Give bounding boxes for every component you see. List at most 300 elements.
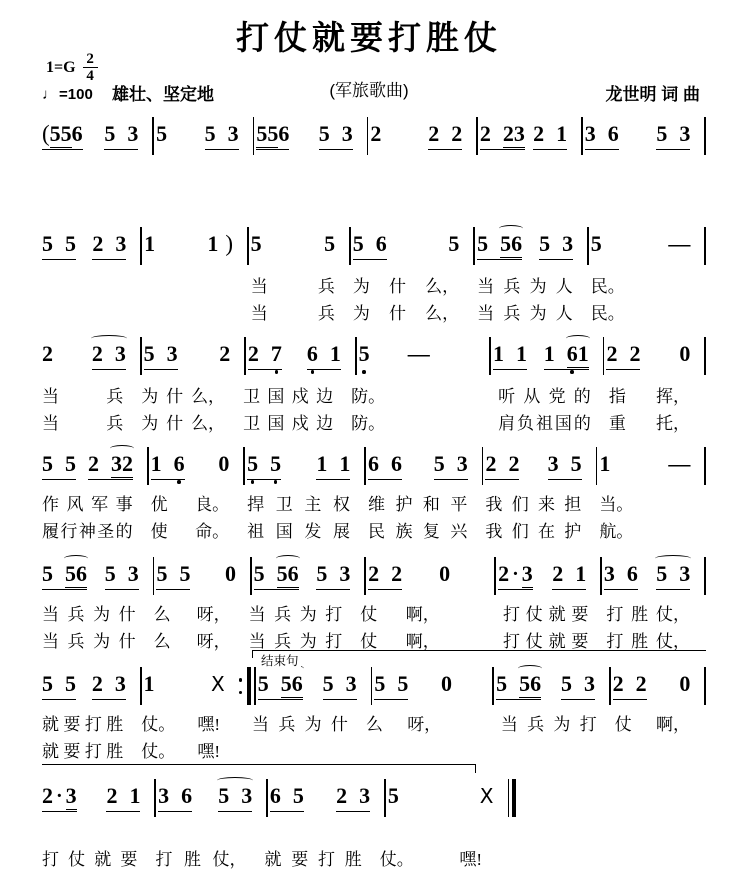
note: 2: [391, 561, 403, 586]
lyric-token: 当: [500, 715, 518, 734]
note: 3: [345, 671, 357, 696]
beam-double: [281, 672, 303, 698]
lyric-cell: [40, 845, 151, 870]
note: 5: [352, 231, 364, 256]
lyric-token: 当: [477, 277, 495, 296]
lyric-token: 么，: [425, 277, 460, 296]
lyric-token: 负: [517, 414, 535, 433]
note: 5: [65, 231, 76, 256]
note-group: [258, 672, 303, 700]
note-group: [92, 232, 126, 260]
lyric-token: 人: [555, 277, 573, 296]
lyric-token: 仗: [360, 632, 378, 651]
note-group: [144, 672, 155, 699]
lyric-cell: [142, 299, 247, 324]
lyric-token: 平: [450, 495, 468, 514]
measure: [40, 122, 152, 150]
lyric-token: 就: [264, 850, 282, 869]
lyric-token: 优: [150, 495, 168, 514]
lyric-token: 卫: [243, 387, 261, 406]
note-group: [485, 452, 519, 480]
lyric-token: 党: [548, 387, 566, 406]
lyric-token: 事: [115, 495, 133, 514]
note: 5: [560, 671, 572, 696]
note: 0: [440, 671, 452, 696]
lyric-token: 嘿!: [197, 742, 221, 761]
lyric-cell: [358, 600, 453, 625]
beam-double: [503, 122, 525, 148]
measure: [40, 562, 153, 590]
lyric-cell: [349, 409, 434, 434]
barline-spacer: [704, 517, 706, 542]
note-group: [88, 452, 133, 480]
lyric-token: 履: [42, 522, 59, 541]
note-group: [439, 562, 450, 589]
measure: [351, 232, 474, 260]
lyric-cell: [358, 627, 453, 652]
lyric-token: 要: [571, 632, 589, 651]
lyric-token: 作: [42, 495, 59, 514]
lyric-cell: [40, 627, 150, 652]
lyric-token: 打: [84, 715, 102, 734]
repeat-dot: [239, 691, 242, 694]
note-group: [254, 562, 299, 590]
barline-spacer: [234, 710, 250, 735]
slur-arc: [655, 555, 691, 562]
lyric-token: 权: [333, 495, 351, 514]
lyric-token: 要: [291, 850, 309, 869]
slur-arc: [518, 665, 542, 672]
note-group: [207, 232, 233, 259]
lyric-cell: [351, 299, 473, 324]
lyric-token: 兵: [67, 632, 85, 651]
note-group: [104, 122, 138, 150]
note: 2: [42, 783, 53, 808]
note-group: [533, 122, 567, 150]
key-signature: [46, 52, 98, 83]
note: 2: [91, 341, 103, 366]
note-group: [42, 232, 76, 260]
lyric-token: 要: [63, 715, 81, 734]
note: 1: [144, 231, 156, 256]
lyric-token: 什: [389, 277, 406, 296]
note: 3: [114, 671, 126, 696]
beam-double: [50, 122, 72, 148]
beam-double: [522, 562, 533, 588]
lyric-token: 族: [395, 522, 413, 541]
note: 3: [166, 341, 178, 366]
lyric-token: 祖: [247, 522, 265, 541]
barline-final: [508, 779, 517, 817]
lyric-token: 为: [529, 304, 547, 323]
measure: [249, 232, 349, 259]
lyric-token: 当: [248, 605, 266, 624]
note: 1: [329, 341, 341, 366]
music-line: [40, 562, 706, 595]
lyric-token: 军: [91, 495, 109, 514]
lyric-token: 仗，: [655, 632, 690, 651]
note: 1: [575, 561, 587, 586]
lyric-cell: [434, 409, 494, 434]
percussion-note: X: [479, 784, 494, 808]
note-group: [316, 452, 350, 480]
lyric-token: 民。: [590, 304, 625, 323]
lyrics-line: [40, 490, 706, 515]
lyric-cell: [40, 490, 147, 515]
note: 2: [247, 341, 259, 366]
note: 2: [91, 671, 103, 696]
lyric-token: 为: [299, 632, 317, 651]
note: 6: [391, 451, 403, 476]
lyric-token: 神: [78, 522, 96, 541]
measure: [475, 232, 587, 260]
slur-arc: [217, 777, 253, 784]
barline-single: [704, 117, 706, 155]
lyric-cell: [501, 600, 602, 625]
note: 2: [629, 341, 641, 366]
note-group: [42, 342, 53, 369]
note-group: [156, 562, 190, 590]
measure: [246, 342, 355, 370]
note: 0: [218, 451, 230, 476]
lyric-token: 就: [548, 605, 566, 624]
key-label: 1=G: [46, 58, 76, 76]
lyric-cell: [40, 710, 137, 735]
lyric-cell: [152, 627, 245, 652]
lyric-token: 我: [485, 522, 503, 541]
note-group: [42, 122, 83, 150]
lyric-token: 仗: [614, 715, 632, 734]
note-group: [480, 122, 525, 150]
note-group: [552, 562, 586, 590]
lyric-cell: [364, 737, 455, 762]
lyric-token: 什: [389, 304, 406, 323]
note: 5: [322, 671, 334, 696]
lyric-token: 为: [141, 387, 159, 406]
measure: [357, 342, 444, 369]
lyric-token: 打: [606, 632, 624, 651]
note: 5: [179, 561, 191, 586]
note: 5: [42, 561, 53, 586]
slur-arc: [110, 445, 134, 452]
lyric-token: 当: [42, 632, 59, 651]
note: 0: [679, 671, 691, 696]
beam-double: [500, 232, 522, 258]
note-group: [591, 232, 602, 259]
lyric-token: 兵: [317, 277, 335, 296]
lyrics-line: [40, 382, 706, 407]
note-group: [42, 452, 76, 480]
lyric-token: 当: [42, 605, 59, 624]
note-group: [368, 562, 402, 590]
note: 6: [511, 231, 523, 256]
note: 2: [428, 121, 440, 146]
note-group: [256, 122, 289, 150]
lyric-token: 为: [141, 414, 159, 433]
note: 1: [129, 783, 141, 808]
note: 2: [92, 231, 104, 256]
lyric-cell: [40, 382, 137, 407]
note: 6: [368, 451, 380, 476]
lyric-token: 就: [42, 742, 59, 761]
note: 5: [500, 231, 512, 256]
note: 1: [556, 121, 568, 146]
note: 5: [267, 121, 279, 146]
lyrics-line: [40, 517, 706, 542]
dash-note: —: [407, 341, 430, 366]
lyric-token: 打: [503, 632, 521, 651]
note: 6: [375, 231, 387, 256]
note-group: [247, 452, 281, 480]
lyric-cell: [241, 409, 347, 434]
tempo-value: =100: [59, 86, 93, 103]
measure: [245, 452, 364, 480]
augmentation-dot: ·: [56, 785, 63, 807]
note: 0: [439, 561, 451, 586]
lyric-token: 仗。: [141, 742, 176, 761]
lyric-token: 圣: [97, 522, 115, 541]
note: 1: [143, 671, 155, 696]
slur-arc: [276, 555, 300, 562]
lyrics-line: [40, 737, 706, 762]
note-group: [219, 342, 230, 369]
note: 3: [583, 671, 595, 696]
measure: [156, 784, 266, 812]
note: 5: [60, 121, 72, 146]
lyric-cell: [349, 382, 434, 407]
note: 5: [539, 231, 551, 256]
lyric-token: 为: [553, 715, 571, 734]
note-group: [368, 452, 402, 480]
measure: [142, 232, 247, 259]
music-line: [40, 452, 706, 485]
note-group: [613, 672, 647, 700]
lyric-token: 我: [485, 495, 503, 514]
note: 5: [276, 561, 288, 586]
slur-arc: [64, 555, 88, 562]
note: 3: [679, 561, 691, 586]
note: 3: [339, 561, 351, 586]
dash-note: —: [668, 231, 691, 256]
lyric-token: 们: [511, 522, 529, 541]
lyric-token: 兵: [106, 414, 124, 433]
lyric-token: 呀，: [407, 715, 442, 734]
beam-double: [256, 122, 278, 148]
note-group: [144, 342, 178, 370]
barline-spacer: [704, 409, 706, 434]
note-group: [388, 784, 399, 811]
measure: [604, 342, 704, 370]
note: 6: [567, 342, 578, 366]
lyric-token: 们: [511, 495, 529, 514]
note-group: [408, 342, 430, 369]
beam-double: [111, 452, 133, 478]
bracket-tick: [475, 765, 476, 773]
note-group: [539, 232, 573, 260]
note-group: [92, 672, 126, 700]
note: 5: [270, 452, 281, 476]
lyric-cell: [153, 845, 260, 870]
lyric-token: 和: [422, 495, 440, 514]
lyric-cell: [604, 627, 704, 652]
measure: [142, 342, 245, 370]
lyric-token: 要: [63, 742, 81, 761]
augmentation-dot: ·: [512, 563, 519, 585]
note-group: [496, 672, 541, 700]
note: 1: [316, 451, 328, 476]
lyric-token: 什: [166, 414, 184, 433]
composer-credits: 龙世明 词 曲: [605, 85, 700, 104]
barline-spacer: [704, 710, 706, 735]
lyric-token: 仗，: [212, 850, 247, 869]
note-group: [448, 232, 459, 259]
lyric-token: 呀，: [196, 632, 231, 651]
note: 5: [247, 452, 258, 476]
note-group: [106, 784, 140, 812]
lyric-token: 航。: [599, 522, 634, 541]
lyric-cell: [351, 272, 473, 297]
lyric-token: 要: [571, 605, 589, 624]
lyrics-line: [40, 272, 706, 297]
lyric-token: 展: [333, 522, 351, 541]
note-group: [248, 342, 282, 370]
lyric-token: 国: [267, 414, 285, 433]
note: 3: [114, 341, 126, 366]
lyric-token: 么，: [425, 304, 460, 323]
lyric-cell: [247, 627, 357, 652]
lyric-token: 的: [573, 414, 591, 433]
measure: [583, 122, 705, 150]
note-group: [428, 122, 462, 150]
note: 2: [370, 121, 382, 146]
note: 5: [204, 121, 216, 146]
ending-section-bracket-end: [42, 764, 476, 765]
note: 1: [577, 341, 589, 366]
note-group: [493, 342, 527, 370]
lyric-cell: [245, 490, 364, 515]
measure: [142, 672, 239, 699]
note-group: [668, 232, 690, 259]
lyric-token: 就: [94, 850, 112, 869]
lyric-token: 兵: [278, 715, 296, 734]
note: 6: [71, 121, 83, 146]
lyric-token: 打: [325, 632, 343, 651]
slur-arc: [499, 225, 523, 232]
lyric-token: 从: [523, 387, 541, 406]
note: 2: [502, 121, 514, 146]
lyric-token: 风: [66, 495, 84, 514]
lyric-token: 为: [529, 277, 547, 296]
beam-double: [519, 672, 541, 698]
lyric-token: 在: [538, 522, 555, 541]
lyric-cell: [499, 737, 611, 762]
lyric-token: 兵: [317, 304, 335, 323]
lyric-cell: [366, 517, 481, 542]
barline-spacer: [704, 627, 706, 652]
note: 5: [519, 671, 531, 696]
lyric-token: 护: [395, 495, 413, 514]
lyric-token: 国: [275, 522, 293, 541]
note: 7: [271, 342, 282, 366]
note-group: [561, 672, 595, 700]
lyric-cell: [139, 382, 239, 407]
note: 6: [530, 671, 542, 696]
note-group: [205, 122, 239, 150]
lyric-token: 打: [155, 850, 173, 869]
lyric-cell: [40, 299, 140, 324]
note: 5: [256, 121, 268, 146]
lyric-token: 仗: [525, 632, 543, 651]
lyric-token: 国: [554, 414, 572, 433]
lyric-token: 兵: [67, 605, 85, 624]
dash-note: —: [668, 451, 691, 476]
lyric-token: 胜: [183, 850, 201, 869]
lyric-token: 为: [93, 632, 111, 651]
lyric-cell: [604, 600, 704, 625]
note: 3: [456, 451, 468, 476]
lyric-token: 兵: [106, 387, 124, 406]
measure: [483, 452, 595, 480]
lyric-cell: [475, 299, 587, 324]
note: 5: [397, 671, 409, 696]
lyric-token: 啊，: [405, 605, 440, 624]
lyric-token: 戍: [291, 414, 309, 433]
lyric-token: 打: [503, 605, 521, 624]
lyric-token: 么: [153, 632, 171, 651]
lyric-token: 当: [42, 387, 59, 406]
lyric-cell: [366, 490, 481, 515]
lyric-token: 胜: [631, 632, 649, 651]
lyric-cell: [496, 409, 605, 434]
barline-single: [704, 447, 706, 485]
lyric-token: 防。: [351, 414, 386, 433]
note-group: [270, 784, 304, 812]
lyric-token: 维: [368, 495, 386, 514]
note: 5: [257, 671, 269, 696]
lyric-cell: [589, 272, 704, 297]
note-group: [105, 562, 139, 590]
lyric-token: 呀，: [196, 605, 231, 624]
note: 5: [280, 671, 292, 696]
note-group: [144, 232, 155, 259]
measure: [40, 672, 140, 700]
note: 5: [496, 671, 508, 696]
lyric-cell: [607, 382, 704, 407]
note: 1: [543, 341, 555, 366]
note: 3: [521, 561, 533, 586]
note: 3: [341, 121, 353, 146]
measure: [478, 122, 581, 150]
barline-spacer: [704, 490, 706, 515]
note: 0: [224, 561, 236, 586]
lyrics-line: [40, 845, 706, 870]
note: 3: [603, 561, 615, 586]
note-group: [374, 672, 408, 700]
lyric-token: 就: [548, 632, 566, 651]
measure: [496, 562, 600, 590]
lyric-cell: [597, 490, 704, 515]
measure: [597, 452, 704, 479]
note: 5: [156, 561, 168, 586]
measure: [368, 122, 476, 150]
note-group: [606, 342, 640, 370]
lyric-token: 仗: [360, 605, 378, 624]
note: 3: [513, 121, 525, 146]
note: 1: [493, 341, 504, 366]
note-group: [656, 122, 690, 150]
note: 5: [590, 231, 602, 256]
note: 1: [339, 451, 351, 476]
